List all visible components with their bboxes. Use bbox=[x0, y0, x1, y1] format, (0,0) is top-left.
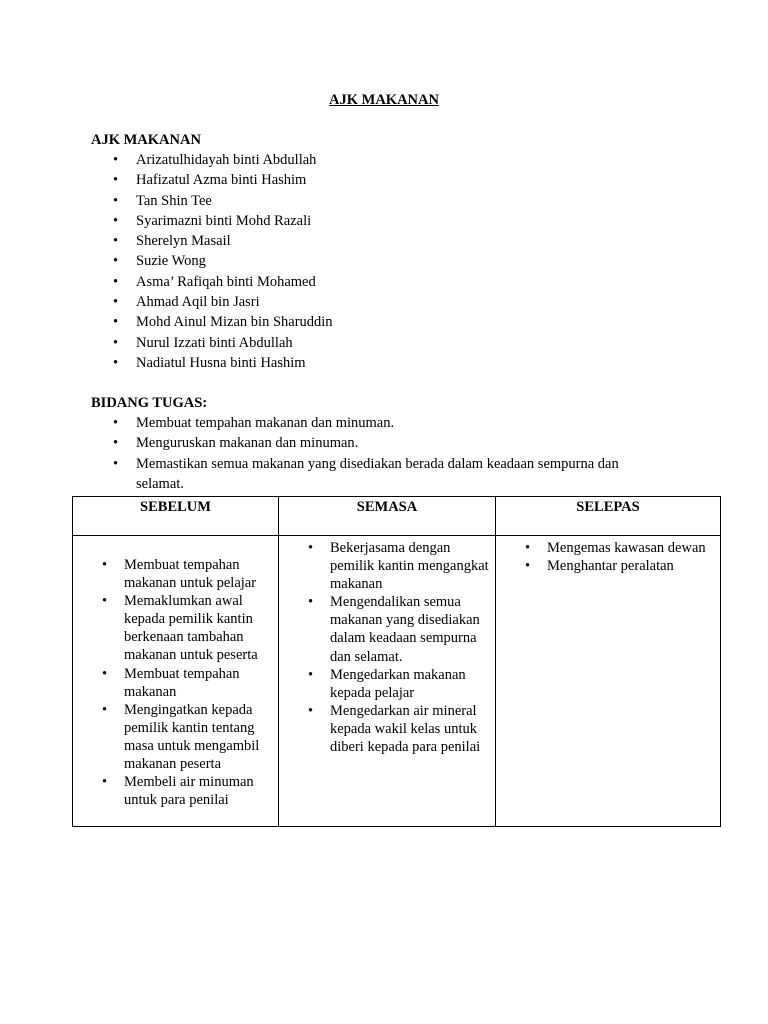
member-item: • Tan Shin Tee bbox=[0, 191, 656, 211]
semasa-list bbox=[279, 536, 495, 756]
cell-selepas bbox=[496, 536, 721, 827]
list-item: • Membuat tempahan makanan bbox=[124, 665, 272, 701]
member-item: • Syarimazni binti Mohd Razali bbox=[0, 211, 656, 231]
members-heading: AJK MAKANAN bbox=[91, 132, 201, 148]
member-item: • Hafizatul Azma binti Hashim bbox=[0, 170, 656, 190]
table-header-row bbox=[73, 497, 721, 536]
member-item: • Asma’ Rafiqah binti Mohamed bbox=[0, 272, 656, 292]
header-selepas: SELEPAS bbox=[496, 497, 721, 536]
member-item: • Arizatulhidayah binti Abdullah bbox=[0, 150, 656, 170]
list-item: • Mengemas kawasan dewan bbox=[547, 539, 716, 557]
page-title: AJK MAKANAN bbox=[329, 92, 439, 108]
member-item: • Suzie Wong bbox=[0, 251, 656, 271]
duties-list bbox=[0, 413, 656, 494]
member-item: • Nadiatul Husna binti Hashim bbox=[0, 353, 656, 373]
table-row bbox=[73, 536, 721, 827]
list-item: • Mengedarkan air mineral kepada wakil kelas untuk diberi kepada para penilai bbox=[330, 702, 489, 756]
cell-semasa bbox=[279, 536, 496, 827]
list-item: • Membuat tempahan makanan untuk pelajar bbox=[124, 556, 272, 592]
member-item: • Nurul Izzati binti Abdullah bbox=[0, 333, 656, 353]
task-table bbox=[72, 496, 721, 827]
list-item: • Mengendalikan semua makanan yang disediakan dalam keadaan sempurna dan selamat. bbox=[330, 593, 489, 665]
list-item: • Menghantar peralatan bbox=[547, 557, 716, 575]
list-item: • Memaklumkan awal kepada pemilik kantin berkenaan tambahan makanan untuk peserta bbox=[124, 592, 272, 664]
list-item: • Mengedarkan makanan kepada pelajar bbox=[330, 666, 489, 702]
duty-item: • Membuat tempahan makanan dan minuman. bbox=[0, 413, 656, 433]
member-item: • Ahmad Aqil bin Jasri bbox=[0, 292, 656, 312]
list-item: • Mengingatkan kepada pemilik kantin tentang masa untuk mengambil makanan peserta bbox=[124, 701, 272, 773]
member-item: • Sherelyn Masail bbox=[0, 231, 656, 251]
list-item: • Membeli air minuman untuk para penilai bbox=[124, 773, 272, 809]
sebelum-list bbox=[73, 536, 278, 809]
header-sebelum: SEBELUM bbox=[73, 497, 279, 536]
cell-sebelum bbox=[73, 536, 279, 827]
header-semasa: SEMASA bbox=[279, 497, 496, 536]
list-item: • Bekerjasama dengan pemilik kantin mengangkat makanan bbox=[330, 539, 489, 593]
duty-item: • Menguruskan makanan dan minuman. bbox=[0, 433, 656, 453]
member-item: • Mohd Ainul Mizan bin Sharuddin bbox=[0, 312, 656, 332]
duties-heading: BIDANG TUGAS: bbox=[91, 395, 208, 411]
duty-item: • Memastikan semua makanan yang disediakan berada dalam keadaan sempurna dan selamat. bbox=[0, 454, 656, 495]
members-list bbox=[0, 150, 656, 373]
selepas-list bbox=[496, 536, 720, 575]
